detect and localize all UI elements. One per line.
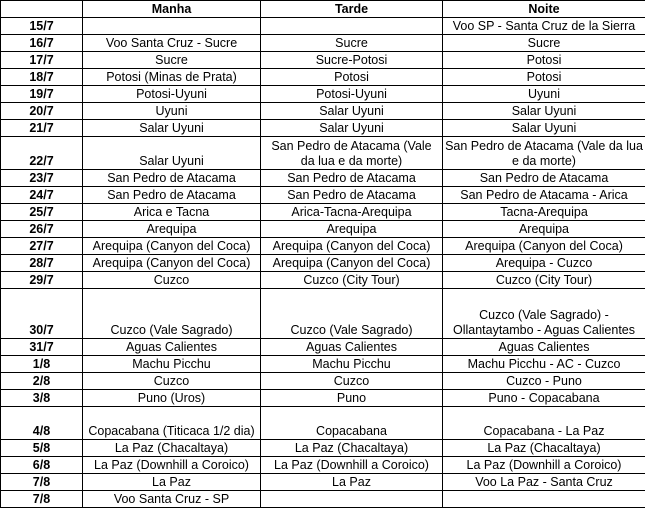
- tarde-cell: San Pedro de Atacama (Vale da lua e da morte): [261, 137, 443, 170]
- date-cell: 4/8: [1, 407, 83, 440]
- table-row: [1, 390, 645, 407]
- manha-cell: Arequipa (Canyon del Coca): [83, 238, 261, 255]
- table-row: [1, 103, 645, 120]
- table-row: [1, 356, 645, 373]
- date-cell: 27/7: [1, 238, 83, 255]
- manha-cell: Potosi-Uyuni: [83, 86, 261, 103]
- noite-cell: Salar Uyuni: [443, 103, 645, 120]
- table-row: [1, 289, 645, 339]
- date-cell: 2/8: [1, 373, 83, 390]
- manha-cell: Salar Uyuni: [83, 137, 261, 170]
- manha-cell: [83, 18, 261, 35]
- manha-cell: Arequipa (Canyon del Coca): [83, 255, 261, 272]
- tarde-cell: Sucre-Potosi: [261, 52, 443, 69]
- header-noite: Noite: [443, 1, 645, 18]
- table-row: [1, 339, 645, 356]
- date-cell: 17/7: [1, 52, 83, 69]
- tarde-cell: Arequipa (Canyon del Coca): [261, 238, 443, 255]
- tarde-cell: Arequipa (Canyon del Coca): [261, 255, 443, 272]
- tarde-cell: [261, 491, 443, 508]
- noite-cell: San Pedro de Atacama - Arica: [443, 187, 645, 204]
- manha-cell: Machu Picchu: [83, 356, 261, 373]
- table-row: [1, 221, 645, 238]
- tarde-cell: Cuzco (City Tour): [261, 272, 443, 289]
- table-row: [1, 18, 645, 35]
- tarde-cell: Puno: [261, 390, 443, 407]
- date-cell: 18/7: [1, 69, 83, 86]
- table-row: [1, 120, 645, 137]
- noite-cell: Voo La Paz - Santa Cruz: [443, 474, 645, 491]
- manha-cell: Arequipa: [83, 221, 261, 238]
- noite-cell: Cuzco (Vale Sagrado) - Ollantaytambo - Aguas Calientes: [443, 289, 645, 339]
- noite-cell: La Paz (Chacaltaya): [443, 440, 645, 457]
- noite-cell: Potosi: [443, 69, 645, 86]
- noite-cell: Salar Uyuni: [443, 120, 645, 137]
- header-manha: Manha: [83, 1, 261, 18]
- tarde-cell: Potosi-Uyuni: [261, 86, 443, 103]
- tarde-cell: Salar Uyuni: [261, 103, 443, 120]
- tarde-cell: San Pedro de Atacama: [261, 170, 443, 187]
- table-row: [1, 187, 645, 204]
- tarde-cell: Cuzco: [261, 373, 443, 390]
- tarde-cell: Arica-Tacna-Arequipa: [261, 204, 443, 221]
- manha-cell: San Pedro de Atacama: [83, 187, 261, 204]
- noite-cell: San Pedro de Atacama (Vale da lua e da morte): [443, 137, 645, 170]
- tarde-cell: [261, 18, 443, 35]
- header-row: [1, 1, 645, 18]
- manha-cell: Cuzco (Vale Sagrado): [83, 289, 261, 339]
- table-row: [1, 407, 645, 440]
- table-row: [1, 238, 645, 255]
- noite-cell: Copacabana - La Paz: [443, 407, 645, 440]
- tarde-cell: Potosi: [261, 69, 443, 86]
- tarde-cell: Salar Uyuni: [261, 120, 443, 137]
- tarde-cell: Machu Picchu: [261, 356, 443, 373]
- header-date: [1, 1, 83, 18]
- date-cell: 24/7: [1, 187, 83, 204]
- manha-cell: Cuzco: [83, 373, 261, 390]
- noite-cell: Tacna-Arequipa: [443, 204, 645, 221]
- manha-cell: Salar Uyuni: [83, 120, 261, 137]
- table-row: [1, 457, 645, 474]
- manha-cell: Aguas Calientes: [83, 339, 261, 356]
- date-cell: 26/7: [1, 221, 83, 238]
- table-row: [1, 204, 645, 221]
- manha-cell: Voo Santa Cruz - Sucre: [83, 35, 261, 52]
- noite-cell: Aguas Calientes: [443, 339, 645, 356]
- table-row: [1, 373, 645, 390]
- noite-cell: Voo SP - Santa Cruz de la Sierra: [443, 18, 645, 35]
- table-row: [1, 170, 645, 187]
- tarde-cell: San Pedro de Atacama: [261, 187, 443, 204]
- date-cell: 5/8: [1, 440, 83, 457]
- noite-cell: San Pedro de Atacama: [443, 170, 645, 187]
- header-tarde: Tarde: [261, 1, 443, 18]
- table-row: [1, 137, 645, 170]
- date-cell: 7/8: [1, 491, 83, 508]
- date-cell: 23/7: [1, 170, 83, 187]
- table-row: [1, 272, 645, 289]
- manha-cell: Puno (Uros): [83, 390, 261, 407]
- manha-cell: Potosi (Minas de Prata): [83, 69, 261, 86]
- table-row: [1, 69, 645, 86]
- noite-cell: [443, 491, 645, 508]
- noite-cell: Cuzco (City Tour): [443, 272, 645, 289]
- date-cell: 29/7: [1, 272, 83, 289]
- table-row: [1, 86, 645, 103]
- date-cell: 3/8: [1, 390, 83, 407]
- date-cell: 19/7: [1, 86, 83, 103]
- tarde-cell: Sucre: [261, 35, 443, 52]
- manha-cell: La Paz: [83, 474, 261, 491]
- manha-cell: Sucre: [83, 52, 261, 69]
- itinerary-body: [1, 18, 645, 508]
- noite-cell: La Paz (Downhill a Coroico): [443, 457, 645, 474]
- date-cell: 20/7: [1, 103, 83, 120]
- date-cell: 22/7: [1, 137, 83, 170]
- tarde-cell: La Paz (Downhill a Coroico): [261, 457, 443, 474]
- date-cell: 15/7: [1, 18, 83, 35]
- date-cell: 16/7: [1, 35, 83, 52]
- table-row: [1, 474, 645, 491]
- date-cell: 25/7: [1, 204, 83, 221]
- manha-cell: Voo Santa Cruz - SP: [83, 491, 261, 508]
- noite-cell: Arequipa: [443, 221, 645, 238]
- tarde-cell: Cuzco (Vale Sagrado): [261, 289, 443, 339]
- table-row: [1, 52, 645, 69]
- manha-cell: Copacabana (Titicaca 1/2 dia): [83, 407, 261, 440]
- table-row: [1, 491, 645, 508]
- date-cell: 1/8: [1, 356, 83, 373]
- manha-cell: Arica e Tacna: [83, 204, 261, 221]
- manha-cell: La Paz (Downhill a Coroico): [83, 457, 261, 474]
- table-row: [1, 35, 645, 52]
- noite-cell: Arequipa (Canyon del Coca): [443, 238, 645, 255]
- tarde-cell: La Paz (Chacaltaya): [261, 440, 443, 457]
- date-cell: 21/7: [1, 120, 83, 137]
- noite-cell: Arequipa - Cuzco: [443, 255, 645, 272]
- noite-cell: Potosi: [443, 52, 645, 69]
- manha-cell: Cuzco: [83, 272, 261, 289]
- noite-cell: Sucre: [443, 35, 645, 52]
- noite-cell: Cuzco - Puno: [443, 373, 645, 390]
- table-row: [1, 440, 645, 457]
- manha-cell: Uyuni: [83, 103, 261, 120]
- noite-cell: Puno - Copacabana: [443, 390, 645, 407]
- tarde-cell: La Paz: [261, 474, 443, 491]
- manha-cell: San Pedro de Atacama: [83, 170, 261, 187]
- date-cell: 30/7: [1, 289, 83, 339]
- tarde-cell: Copacabana: [261, 407, 443, 440]
- manha-cell: La Paz (Chacaltaya): [83, 440, 261, 457]
- tarde-cell: Arequipa: [261, 221, 443, 238]
- noite-cell: Uyuni: [443, 86, 645, 103]
- date-cell: 31/7: [1, 339, 83, 356]
- table-row: [1, 255, 645, 272]
- date-cell: 28/7: [1, 255, 83, 272]
- date-cell: 7/8: [1, 474, 83, 491]
- date-cell: 6/8: [1, 457, 83, 474]
- tarde-cell: Aguas Calientes: [261, 339, 443, 356]
- noite-cell: Machu Picchu - AC - Cuzco: [443, 356, 645, 373]
